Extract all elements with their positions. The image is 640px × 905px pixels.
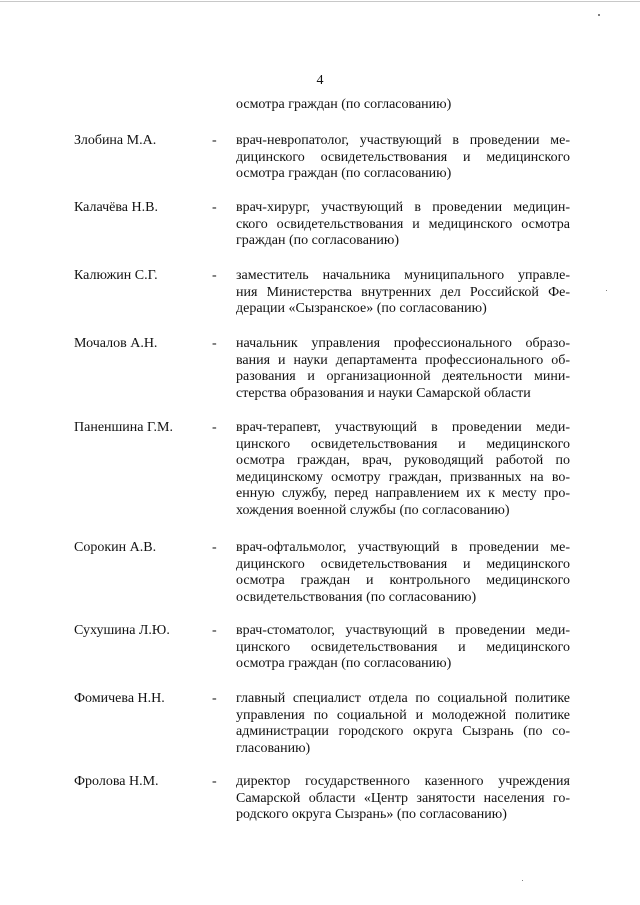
description-line: врач-невропатолог, участвующий в проведении ме- <box>236 133 570 148</box>
entry-dash: - <box>212 540 217 555</box>
entry-dash: - <box>212 774 217 789</box>
description-line: директор государственного казенного учреждения <box>236 774 570 789</box>
member-role-description <box>236 540 570 606</box>
description-line: администрации городского округа Сызрань (по со- <box>236 724 570 739</box>
member-role-description <box>236 420 570 519</box>
description-line: ского освидетельствования и медицинского осмотра <box>236 216 570 232</box>
member-name: Сухушина Л.Ю. <box>74 623 170 638</box>
member-name: Фомичева Н.Н. <box>74 691 165 706</box>
description-line: Самарской области «Центр занятости населения го- <box>236 790 570 806</box>
description-line: заместитель начальника муниципального управле- <box>236 268 570 283</box>
entry-dash: - <box>212 691 217 706</box>
description-line: родского округа Сызрань» (по согласованию) <box>236 807 507 822</box>
description-line: стерства образования и науки Самарской области <box>236 385 531 401</box>
page-number: 4 <box>316 73 324 88</box>
scan-speck <box>598 14 600 16</box>
description-line: врач-терапевт, участвующий в проведении меди- <box>236 420 570 435</box>
member-role-description <box>236 200 570 250</box>
scan-speck <box>522 880 523 881</box>
continuation-text: осмотра граждан (по согласованию) <box>236 97 452 112</box>
entry-dash: - <box>212 133 217 148</box>
description-line: врач-стоматолог, участвующий в проведении меди- <box>236 623 570 638</box>
description-line: дицинского освидетельствования и медицинского <box>236 556 570 572</box>
member-name: Мочалов А.Н. <box>74 336 158 351</box>
member-name: Злобина М.А. <box>74 133 157 148</box>
description-line: хождения военной службы (по согласованию) <box>236 502 510 518</box>
member-role-description <box>236 691 570 757</box>
description-line: врач-офтальмолог, участвующий в проведении ме- <box>236 540 570 555</box>
description-line: врач-хирург, участвующий в проведении медицин- <box>236 200 570 215</box>
description-line: цинского освидетельствования и медицинского <box>236 436 570 452</box>
entry-dash: - <box>212 420 217 435</box>
description-line: осмотра граждан (по согласованию) <box>236 656 452 671</box>
description-line: освидетельствования (по согласованию) <box>236 589 477 605</box>
member-role-description <box>236 133 570 183</box>
member-name: Калачёва Н.В. <box>74 200 158 215</box>
description-line: осмотра граждан и контрольного медицинского <box>236 573 570 588</box>
description-line: гласованию) <box>236 740 311 756</box>
member-role-description <box>236 268 570 318</box>
description-line: управления по социальной и молодежной политике <box>236 707 570 723</box>
scan-speck <box>606 290 607 291</box>
description-line: вания и науки департамента профессионального об- <box>236 352 570 368</box>
entry-dash: - <box>212 200 217 215</box>
member-name: Паненшина Г.М. <box>74 420 173 435</box>
scan-edge-line <box>0 1 640 2</box>
description-line: осмотра граждан (по согласованию) <box>236 166 452 181</box>
member-role-description <box>236 774 570 824</box>
description-line: дицинского освидетельствования и медицинского <box>236 149 570 165</box>
entry-dash: - <box>212 336 217 351</box>
description-line: разования и организационной деятельности мини- <box>236 369 570 384</box>
description-line: дерации «Сызранское» (по согласованию) <box>236 301 487 316</box>
member-role-description <box>236 623 570 673</box>
member-name: Калюжин С.Г. <box>74 268 158 283</box>
description-line: медицинскому осмотру граждан, призванных на во- <box>236 469 570 485</box>
description-line: ния Министерства внутренних дел Российской Фе- <box>236 284 570 300</box>
member-role-description <box>236 336 570 402</box>
entry-dash: - <box>212 268 217 283</box>
description-line: граждан (по согласованию) <box>236 233 400 248</box>
member-name: Сорокин А.В. <box>74 540 157 555</box>
description-line: осмотра граждан, врач, руководящий работой по <box>236 453 570 468</box>
description-line: енную службу, перед направлением их к месту про- <box>236 486 570 501</box>
entry-dash: - <box>212 623 217 638</box>
description-line: цинского освидетельствования и медицинского <box>236 639 570 655</box>
description-line: начальник управления профессионального образо- <box>236 336 570 351</box>
description-line: главный специалист отдела по социальной политике <box>236 691 570 706</box>
member-name: Фролова Н.М. <box>74 774 159 789</box>
